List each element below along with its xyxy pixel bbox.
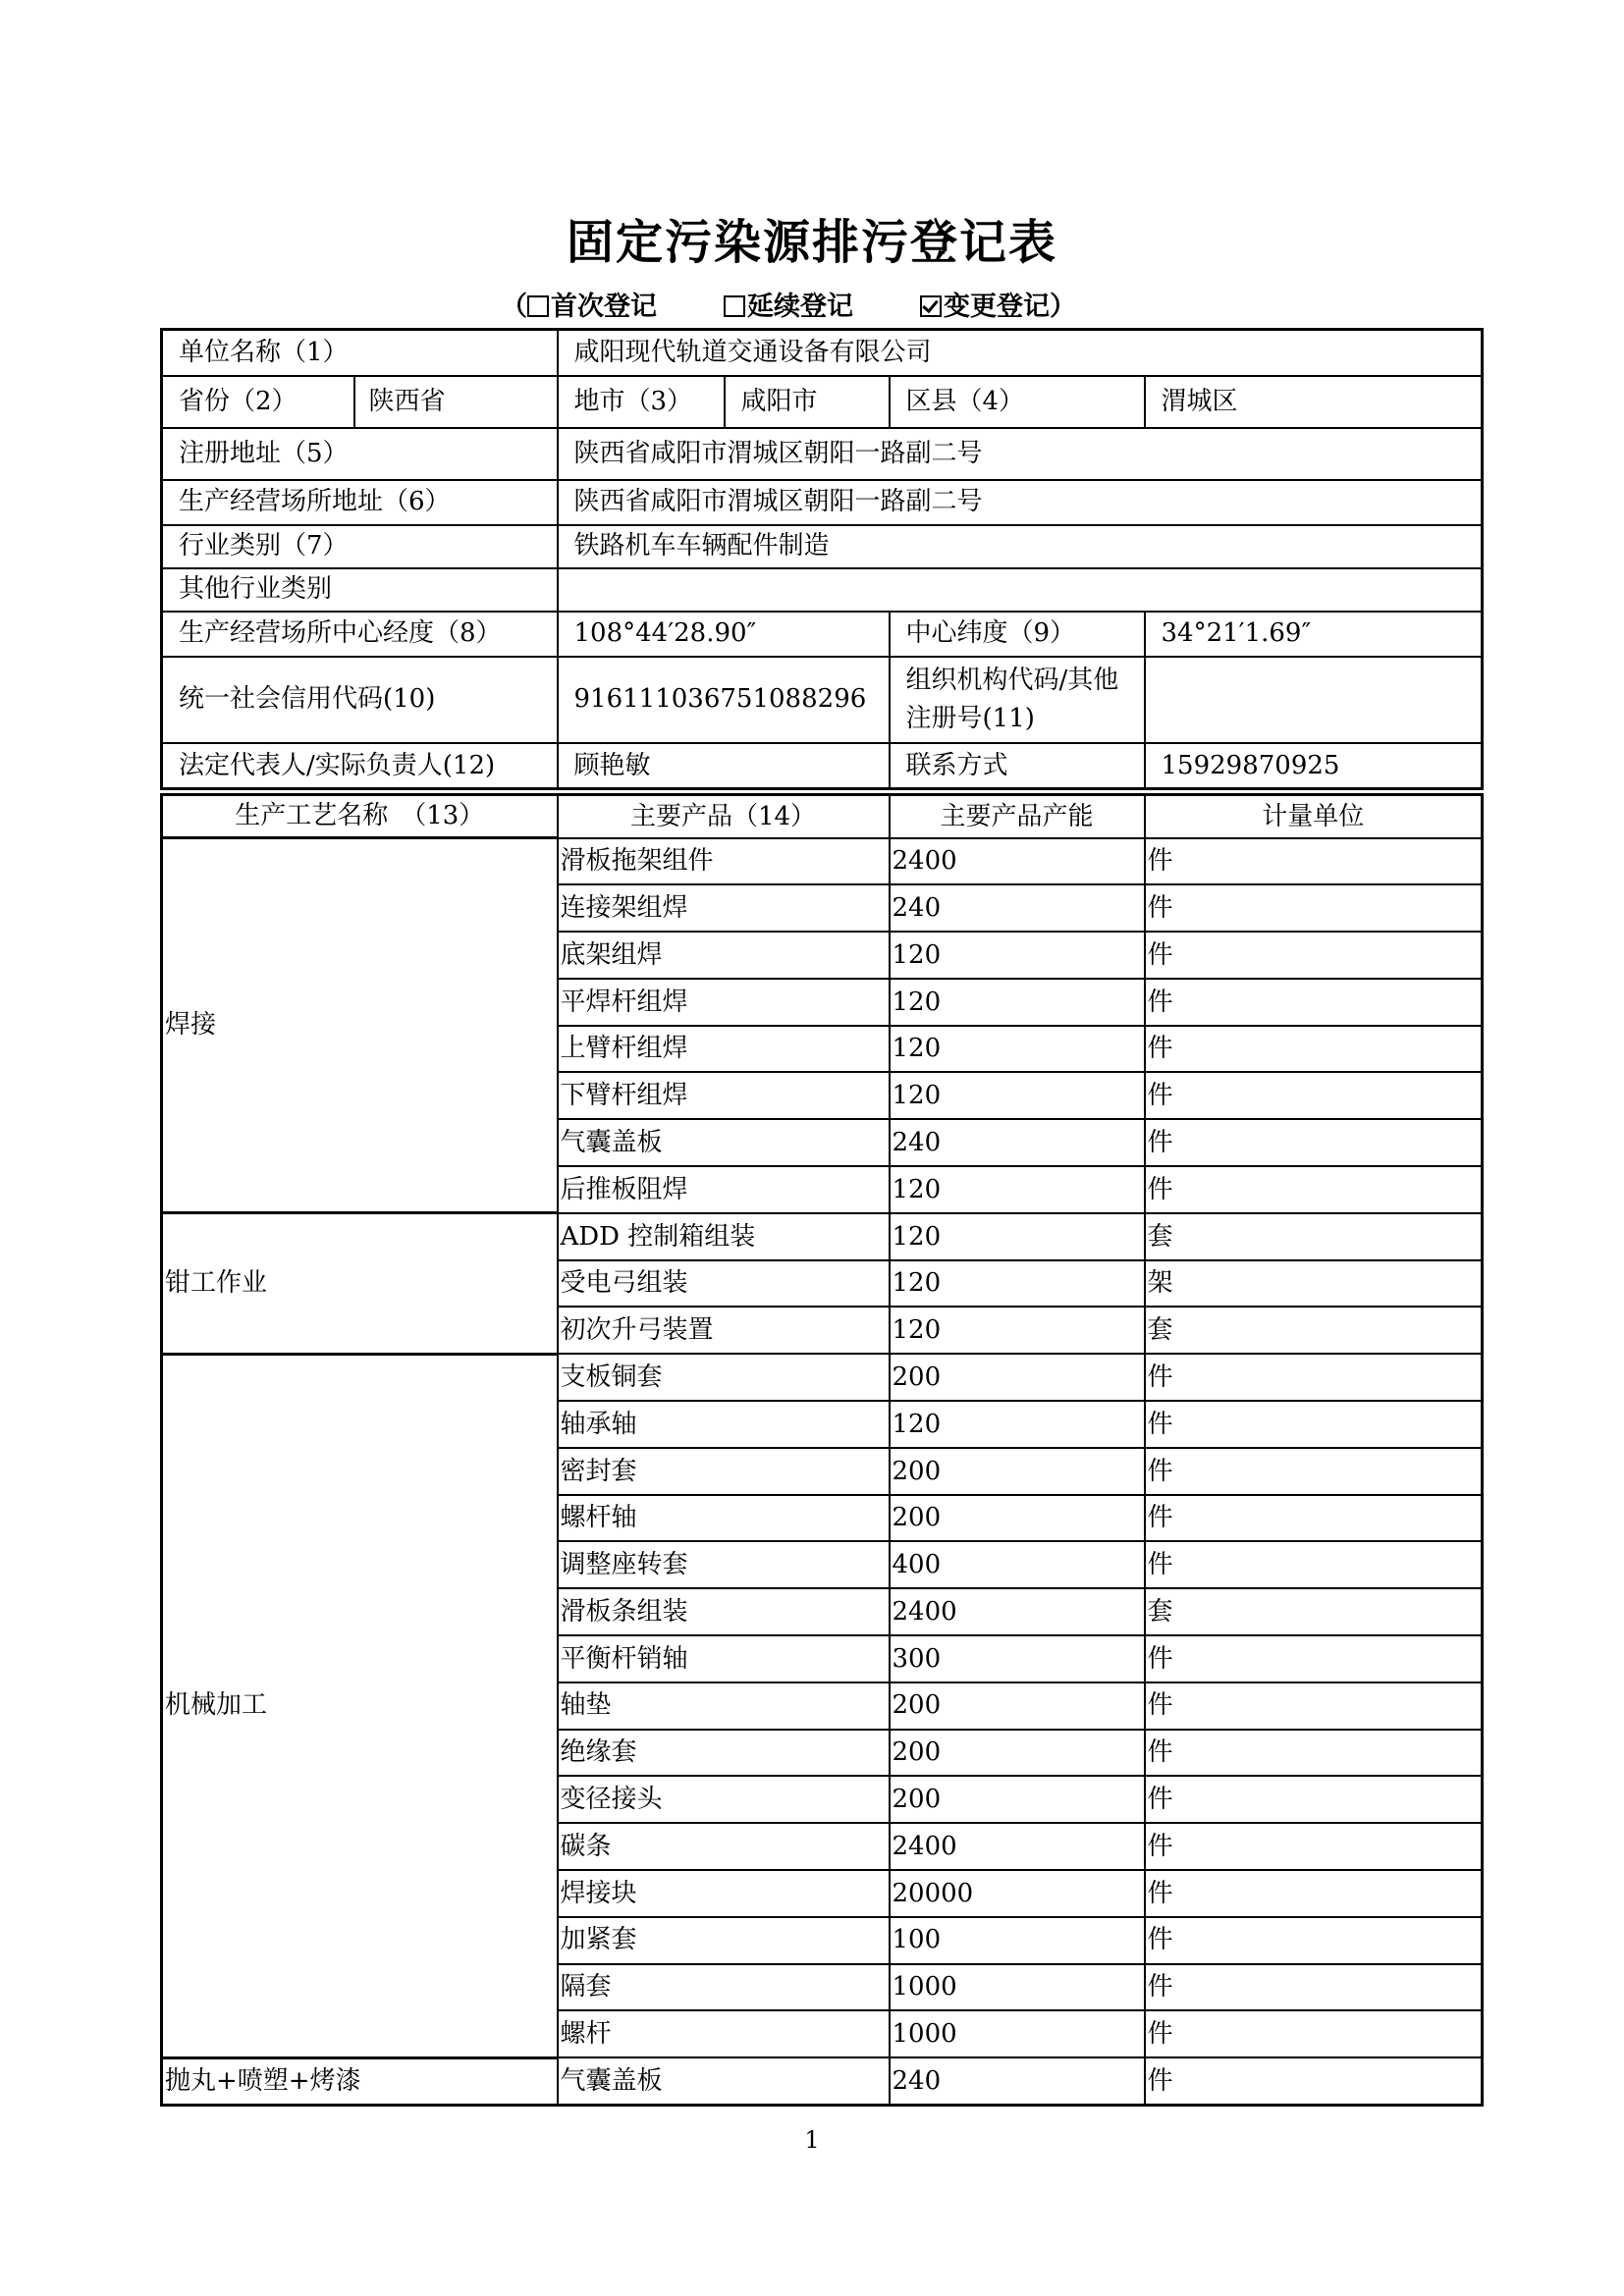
product-unit: 件	[1145, 2057, 1483, 2105]
product-unit: 件	[1145, 1072, 1483, 1119]
codes-row	[162, 657, 1483, 743]
reg-address-label: 注册地址（5）	[162, 428, 558, 480]
product-capacity: 200	[890, 1354, 1145, 1401]
product-capacity: 300	[890, 1635, 1145, 1682]
paren-close: ）	[1050, 292, 1076, 322]
product-name: 连接架组焊	[558, 884, 890, 932]
product-capacity: 2400	[890, 838, 1145, 885]
product-name: 上臂杆组焊	[558, 1026, 890, 1073]
product-unit: 件	[1145, 2010, 1483, 2057]
change-registration-option[interactable]	[920, 285, 1076, 323]
product-name: 气囊盖板	[558, 1119, 890, 1166]
product-name: 调整座转套	[558, 1541, 890, 1588]
product-capacity: 240	[890, 1119, 1145, 1166]
product-unit: 件	[1145, 1776, 1483, 1823]
paren-open: （	[501, 292, 527, 322]
products-table	[160, 793, 1484, 2107]
process-name: 焊接	[162, 838, 558, 1213]
header-product: 主要产品（14）	[558, 795, 890, 838]
credit-code-value: 916111036751088296	[558, 657, 890, 743]
site-address-label: 生产经营场所地址（6）	[162, 480, 558, 525]
product-capacity: 120	[890, 1260, 1145, 1308]
product-name: 底架组焊	[558, 932, 890, 979]
product-capacity: 200	[890, 1682, 1145, 1730]
credit-code-label: 统一社会信用代码(10)	[162, 657, 558, 743]
product-capacity: 120	[890, 1307, 1145, 1354]
city-label: 地市（3）	[558, 376, 725, 428]
first-registration-label: 首次登记	[551, 292, 657, 322]
product-capacity: 120	[890, 1401, 1145, 1448]
continue-registration-checkbox[interactable]	[724, 295, 745, 317]
product-capacity: 20000	[890, 1870, 1145, 1917]
header-unit: 计量单位	[1145, 795, 1483, 838]
change-registration-label: 变更登记	[944, 292, 1050, 322]
basic-info-table	[160, 328, 1484, 790]
change-registration-checkbox[interactable]	[920, 295, 942, 317]
product-capacity: 120	[890, 1072, 1145, 1119]
product-name: 轴垫	[558, 1682, 890, 1730]
product-name: 绝缘套	[558, 1730, 890, 1777]
product-unit: 套	[1145, 1307, 1483, 1354]
product-name: 滑板条组装	[558, 1588, 890, 1635]
legal-rep-row	[162, 743, 1483, 789]
reg-address-row	[162, 428, 1483, 480]
product-name: 螺杆轴	[558, 1495, 890, 1542]
product-capacity: 240	[890, 884, 1145, 932]
other-industry-value	[558, 568, 1483, 612]
industry-row	[162, 525, 1483, 568]
product-capacity: 1000	[890, 2010, 1145, 2057]
product-unit: 架	[1145, 1260, 1483, 1308]
latitude-label: 中心纬度（9）	[890, 612, 1145, 657]
product-capacity: 120	[890, 1026, 1145, 1073]
product-unit: 套	[1145, 1213, 1483, 1260]
product-capacity: 400	[890, 1541, 1145, 1588]
products-table-body	[162, 795, 1483, 2106]
header-process: 生产工艺名称 （13）	[162, 795, 558, 838]
province-value: 陕西省	[354, 376, 558, 428]
other-industry-row	[162, 568, 1483, 612]
product-name: 轴承轴	[558, 1401, 890, 1448]
page-number: 1	[804, 2126, 820, 2154]
longitude-value: 108°44′28.90″	[558, 612, 890, 657]
other-industry-label: 其他行业类别	[162, 568, 558, 612]
province-label: 省份（2）	[162, 376, 354, 428]
product-name: 螺杆	[558, 2010, 890, 2057]
product-unit: 件	[1145, 1119, 1483, 1166]
product-name: 加紧套	[558, 1917, 890, 1964]
product-unit: 件	[1145, 1495, 1483, 1542]
process-name: 机械加工	[162, 1354, 558, 2057]
header-capacity: 主要产品产能	[890, 795, 1145, 838]
org-code-label: 组织机构代码/其他注册号(11)	[890, 657, 1145, 743]
product-name: 密封套	[558, 1448, 890, 1495]
product-unit: 件	[1145, 838, 1483, 885]
product-unit: 件	[1145, 1964, 1483, 2011]
product-name: 隔套	[558, 1964, 890, 2011]
reg-address-value: 陕西省咸阳市渭城区朝阳一路副二号	[558, 428, 1483, 480]
product-unit: 件	[1145, 1448, 1483, 1495]
product-unit: 件	[1145, 884, 1483, 932]
unit-name-value: 咸阳现代轨道交通设备有限公司	[558, 330, 1483, 376]
process-name: 钳工作业	[162, 1213, 558, 1354]
registration-type-row	[501, 285, 1076, 323]
product-unit: 件	[1145, 1682, 1483, 1730]
product-capacity: 1000	[890, 1964, 1145, 2011]
product-row	[162, 1354, 1483, 1401]
org-code-value	[1145, 657, 1483, 743]
latitude-value: 34°21′1.69″	[1145, 612, 1483, 657]
product-capacity: 240	[890, 2057, 1145, 2105]
product-row	[162, 2057, 1483, 2105]
product-name: 受电弓组装	[558, 1260, 890, 1308]
product-unit: 件	[1145, 979, 1483, 1026]
product-capacity: 200	[890, 1730, 1145, 1777]
product-unit: 件	[1145, 1166, 1483, 1213]
unit-name-label: 单位名称（1）	[162, 330, 558, 376]
product-name: 支板铜套	[558, 1354, 890, 1401]
product-unit: 件	[1145, 1823, 1483, 1870]
continue-registration-label: 延续登记	[747, 292, 853, 322]
coordinates-row	[162, 612, 1483, 657]
product-capacity: 200	[890, 1776, 1145, 1823]
industry-label: 行业类别（7）	[162, 525, 558, 568]
contact-value: 15929870925	[1145, 743, 1483, 789]
product-name: 气囊盖板	[558, 2057, 890, 2105]
product-unit: 件	[1145, 1870, 1483, 1917]
product-capacity: 200	[890, 1448, 1145, 1495]
district-value: 渭城区	[1145, 376, 1483, 428]
product-name: 下臂杆组焊	[558, 1072, 890, 1119]
product-row	[162, 838, 1483, 885]
unit-name-row	[162, 330, 1483, 376]
product-name: 后推板阻焊	[558, 1166, 890, 1213]
product-name: 初次升弓装置	[558, 1307, 890, 1354]
product-unit: 件	[1145, 932, 1483, 979]
process-name: 抛丸+喷塑+烤漆	[162, 2057, 558, 2105]
legal-rep-value: 顾艳敏	[558, 743, 890, 789]
longitude-label: 生产经营场所中心经度（8）	[162, 612, 558, 657]
first-registration-option[interactable]	[527, 285, 657, 323]
product-capacity: 120	[890, 1213, 1145, 1260]
product-capacity: 2400	[890, 1588, 1145, 1635]
product-unit: 件	[1145, 1635, 1483, 1682]
product-name: 变径接头	[558, 1776, 890, 1823]
continue-registration-option[interactable]	[724, 285, 853, 323]
city-value: 咸阳市	[725, 376, 890, 428]
product-unit: 套	[1145, 1588, 1483, 1635]
product-capacity: 120	[890, 932, 1145, 979]
product-name: 平衡杆销轴	[558, 1635, 890, 1682]
legal-rep-label: 法定代表人/实际负责人(12)	[162, 743, 558, 789]
product-unit: 件	[1145, 1354, 1483, 1401]
product-capacity: 200	[890, 1495, 1145, 1542]
product-name: 平焊杆组焊	[558, 979, 890, 1026]
contact-label: 联系方式	[890, 743, 1145, 789]
product-name: 碳条	[558, 1823, 890, 1870]
region-row	[162, 376, 1483, 428]
product-row	[162, 1213, 1483, 1260]
product-name: ADD 控制箱组装	[558, 1213, 890, 1260]
site-address-row	[162, 480, 1483, 525]
product-name: 滑板拖架组件	[558, 838, 890, 885]
product-capacity: 2400	[890, 1823, 1145, 1870]
product-unit: 件	[1145, 1730, 1483, 1777]
product-name: 焊接块	[558, 1870, 890, 1917]
product-capacity: 120	[890, 1166, 1145, 1213]
product-unit: 件	[1145, 1401, 1483, 1448]
first-registration-checkbox[interactable]	[527, 295, 549, 317]
product-unit: 件	[1145, 1026, 1483, 1073]
products-header-row	[162, 795, 1483, 838]
district-label: 区县（4）	[890, 376, 1145, 428]
form-title: 固定污染源排污登记表	[566, 215, 1057, 270]
industry-value: 铁路机车车辆配件制造	[558, 525, 1483, 568]
product-capacity: 120	[890, 979, 1145, 1026]
product-unit: 件	[1145, 1917, 1483, 1964]
product-capacity: 100	[890, 1917, 1145, 1964]
product-unit: 件	[1145, 1541, 1483, 1588]
site-address-value: 陕西省咸阳市渭城区朝阳一路副二号	[558, 480, 1483, 525]
